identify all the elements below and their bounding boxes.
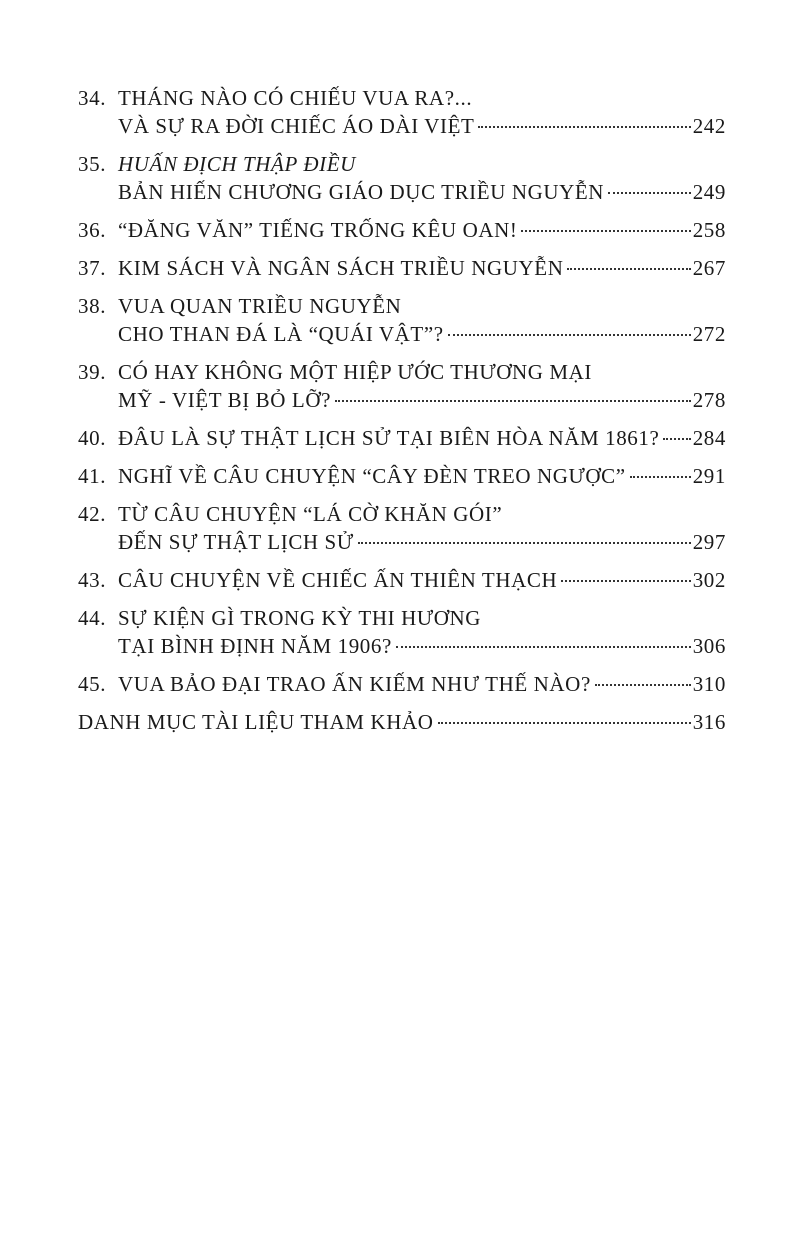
leader-dots xyxy=(448,334,691,336)
toc-entry-line xyxy=(118,178,726,206)
toc-entry[interactable] xyxy=(78,566,726,594)
toc-page-number: 272 xyxy=(692,322,726,346)
leader-dots xyxy=(478,126,690,128)
toc-entry-body xyxy=(118,670,726,698)
toc-entry[interactable] xyxy=(78,292,726,348)
toc-page-number: 249 xyxy=(692,180,726,204)
toc-entry[interactable] xyxy=(78,150,726,206)
toc-entry-title: CHO THAN ĐÁ LÀ “QUÁI VẬT”? xyxy=(118,322,444,346)
toc-entry[interactable] xyxy=(78,254,726,282)
toc-entry[interactable] xyxy=(78,424,726,452)
toc-entry-title: DANH MỤC TÀI LIỆU THAM KHẢO xyxy=(78,710,434,734)
toc-page-number: 258 xyxy=(692,218,726,242)
toc-entry-body xyxy=(118,566,726,594)
toc-entry-line xyxy=(118,292,726,320)
toc-page-number: 297 xyxy=(692,530,726,554)
toc-entry-line xyxy=(118,150,726,178)
leader-dots xyxy=(561,580,690,582)
toc-entry[interactable] xyxy=(78,708,726,736)
toc-page-number: 284 xyxy=(692,426,726,450)
toc-entry-number: 43. xyxy=(78,568,107,592)
toc-entry-title: HUẤN ĐỊCH THẬP ĐIỀU xyxy=(118,152,356,176)
leader-dots xyxy=(438,722,691,724)
toc-page-number: 302 xyxy=(692,568,726,592)
leader-dots xyxy=(521,230,690,232)
toc-entry-body xyxy=(118,84,726,140)
toc-entry-body xyxy=(118,254,726,282)
toc-page-number: 291 xyxy=(692,464,726,488)
toc-entry-line xyxy=(118,528,726,556)
leader-dots xyxy=(335,400,691,402)
toc-entry-title: ĐÂU LÀ SỰ THẬT LỊCH SỬ TẠI BIÊN HÒA NĂM 1861? xyxy=(118,426,660,450)
toc-entry-title: VÀ SỰ RA ĐỜI CHIẾC ÁO DÀI VIỆT xyxy=(118,114,475,138)
toc-entry-body xyxy=(118,604,726,660)
toc-page-number: 316 xyxy=(692,710,726,734)
toc-entry-body xyxy=(118,150,726,206)
toc-entry-title: NGHĨ VỀ CÂU CHUYỆN “CÂY ĐÈN TREO NGƯỢC” xyxy=(118,464,626,488)
toc-entry-number: 38. xyxy=(78,294,107,318)
toc-entry-number: 35. xyxy=(78,152,107,176)
toc-entry-line xyxy=(118,500,726,528)
toc-entry-line xyxy=(118,462,726,490)
toc-entry[interactable] xyxy=(78,500,726,556)
toc-entry-number: 44. xyxy=(78,606,107,630)
toc-entry[interactable] xyxy=(78,358,726,414)
leader-dots xyxy=(630,476,691,478)
toc-entry-title: “ĐĂNG VĂN” TIẾNG TRỐNG KÊU OAN! xyxy=(118,218,518,242)
toc-entry-title: BẢN HIẾN CHƯƠNG GIÁO DỤC TRIỀU NGUYỄN xyxy=(118,180,605,204)
toc-entry-body xyxy=(118,462,726,490)
toc-entry-body xyxy=(118,292,726,348)
toc-entry-line xyxy=(118,112,726,140)
toc-page-number: 278 xyxy=(692,388,726,412)
toc-entry-body xyxy=(118,424,726,452)
toc-entry-line xyxy=(118,632,726,660)
toc-entry-line xyxy=(118,566,726,594)
toc-entry-number: 45. xyxy=(78,672,107,696)
leader-dots xyxy=(608,192,691,194)
leader-dots xyxy=(663,438,690,440)
toc-entry-line xyxy=(118,254,726,282)
toc-entry-title: THÁNG NÀO CÓ CHIẾU VUA RA?... xyxy=(118,86,473,110)
leader-dots xyxy=(595,684,691,686)
toc-entry-line xyxy=(118,604,726,632)
toc-entry-line xyxy=(118,670,726,698)
toc-entry-line xyxy=(118,320,726,348)
toc-entry-number: 42. xyxy=(78,502,107,526)
table-of-contents xyxy=(78,84,726,746)
toc-entry-title: VUA BẢO ĐẠI TRAO ẤN KIẾM NHƯ THẾ NÀO? xyxy=(118,672,591,696)
toc-entry-title: ĐẾN SỰ THẬT LỊCH SỬ xyxy=(118,530,354,554)
toc-entry-title: KIM SÁCH VÀ NGÂN SÁCH TRIỀU NGUYỄN xyxy=(118,256,564,280)
toc-entry-line xyxy=(118,216,726,244)
toc-entry[interactable] xyxy=(78,604,726,660)
toc-entry-body xyxy=(118,216,726,244)
toc-entry-line xyxy=(118,84,726,112)
toc-entry-title: TẠI BÌNH ĐỊNH NĂM 1906? xyxy=(118,634,392,658)
toc-entry-title: CÂU CHUYỆN VỀ CHIẾC ẤN THIÊN THẠCH xyxy=(118,568,558,592)
toc-entry-number: 41. xyxy=(78,464,107,488)
toc-entry-line xyxy=(118,358,726,386)
toc-entry-number: 37. xyxy=(78,256,107,280)
toc-entry[interactable] xyxy=(78,84,726,140)
toc-entry-line xyxy=(118,424,726,452)
toc-entry-title: SỰ KIỆN GÌ TRONG KỲ THI HƯƠNG xyxy=(118,606,482,630)
toc-entry[interactable] xyxy=(78,462,726,490)
toc-page-number: 267 xyxy=(692,256,726,280)
leader-dots xyxy=(567,268,690,270)
toc-entry-title: MỸ - VIỆT BỊ BỎ LỠ? xyxy=(118,388,332,412)
toc-page-number: 242 xyxy=(692,114,726,138)
toc-page-number: 306 xyxy=(692,634,726,658)
toc-entry-title: VUA QUAN TRIỀU NGUYỄN xyxy=(118,294,402,318)
toc-entry-body xyxy=(118,500,726,556)
toc-entry-title: CÓ HAY KHÔNG MỘT HIỆP ƯỚC THƯƠNG MẠI xyxy=(118,360,593,384)
toc-entry-body xyxy=(78,708,726,736)
toc-entry-line xyxy=(118,386,726,414)
toc-entry[interactable] xyxy=(78,670,726,698)
toc-entry-title: TỪ CÂU CHUYỆN “LÁ CỜ KHĂN GÓI” xyxy=(118,502,503,526)
leader-dots xyxy=(396,646,691,648)
toc-entry-number: 39. xyxy=(78,360,107,384)
toc-entry-number: 34. xyxy=(78,86,107,110)
toc-entry-body xyxy=(118,358,726,414)
toc-entry-number: 36. xyxy=(78,218,107,242)
toc-page-number: 310 xyxy=(692,672,726,696)
toc-entry-line xyxy=(78,708,726,736)
leader-dots xyxy=(358,542,691,544)
toc-entry[interactable] xyxy=(78,216,726,244)
toc-entry-number: 40. xyxy=(78,426,107,450)
